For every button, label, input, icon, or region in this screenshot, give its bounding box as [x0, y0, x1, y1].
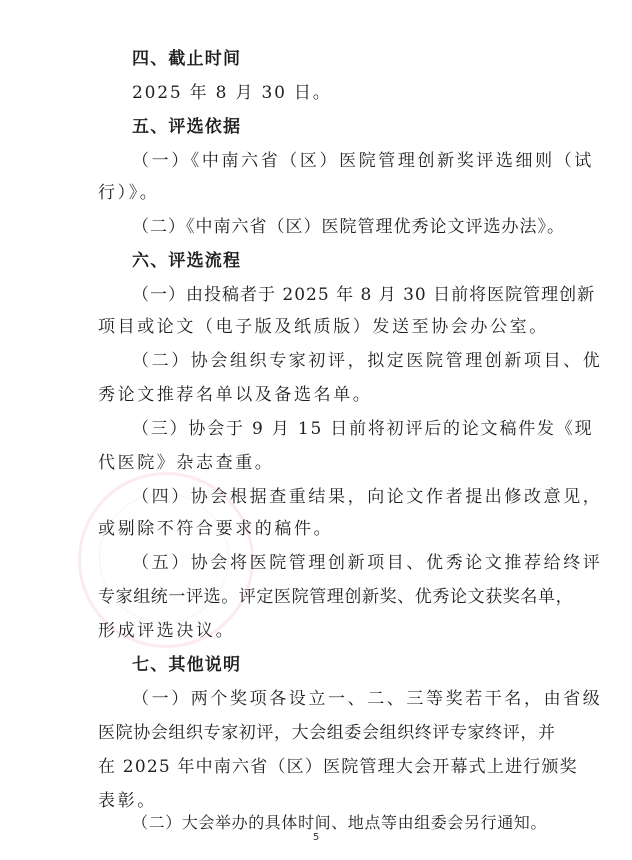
section6-item5-line2: 专家组统一评选。评定医院管理创新奖、优秀论文获奖名单，: [98, 587, 574, 607]
section6-item5-line1: （五）协会将医院管理创新项目、优秀论文推荐给终评: [132, 553, 603, 573]
section5-item1-line2: 行）》。: [98, 183, 160, 203]
section5-heading: 五、评选依据: [132, 117, 242, 137]
section7-item1-line3: 在 2025 年中南六省（区）医院管理大会开幕式上进行颁奖: [98, 757, 578, 777]
section6-item3-line1: （三）协会于 9 月 15 日前将初评后的论文稿件发《现: [132, 419, 594, 439]
section6-item4-line1: （四）协会根据查重结果，向论文作者提出修改意见，: [132, 487, 603, 507]
section6-item3-line2: 代医院》杂志查重。: [98, 453, 275, 473]
section4-body: 2025 年 8 月 30 日。: [132, 83, 332, 103]
section6-item2-line2: 秀论文推荐名单以及备选名单。: [98, 385, 373, 405]
section4-heading: 四、截止时间: [132, 49, 242, 69]
section6-item4-line2: 或剔除不符合要求的稿件。: [98, 519, 334, 539]
section5-item1-line1: （一）《中南六省（区）医院管理创新奖评选细则（试: [132, 151, 594, 171]
section6-item2-line1: （二）协会组织专家初评，拟定医院管理创新项目、优: [132, 351, 603, 371]
section7-heading: 七、其他说明: [132, 655, 242, 675]
section7-item1-line1: （一）两个奖项各设立一、二、三等奖若干名，由省级: [132, 689, 603, 709]
section6-item5-line3: 形成评选决议。: [98, 621, 236, 641]
section7-item2: （二）大会举办的具体时间、地点等由组委会另行通知。: [132, 813, 548, 832]
section6-item1-line1: （一）由投稿者于 2025 年 8 月 30 日前将医院管理创新: [132, 285, 596, 305]
section5-item2: （二）《中南六省（区）医院管理优秀论文评选办法》。: [132, 217, 565, 237]
page-number: 5: [312, 832, 320, 843]
section7-item1-line2: 医院协会组织专家初评，大会组委会组织终评专家终评，并: [98, 723, 556, 743]
section6-heading: 六、评选流程: [132, 251, 242, 271]
section7-item1-line4: 表彰。: [98, 791, 157, 811]
section6-item1-line2: 项目或论文（电子版及纸质版）发送至协会办公室。: [98, 317, 549, 337]
